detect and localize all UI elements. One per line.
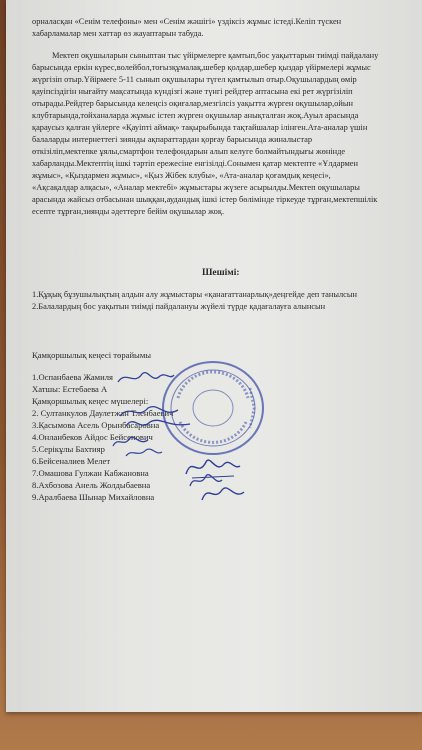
paragraph2-line: отырады.Рейдтер барысында келеңсіз оқиғалар,мезгілсіз уақытта жүрген оқушылар,ойын — [32, 99, 353, 108]
signature-line: 6.Бейсеналиев Мелет — [32, 456, 111, 466]
signature-line: 5.Серікұлы Бахтияр — [32, 444, 105, 454]
signature-line: 2. Султанкулов Даулетжан Тленбаевич — [32, 408, 174, 418]
signature-scribble — [124, 446, 164, 460]
signature-scribble — [116, 366, 176, 388]
signature-scribble — [124, 414, 194, 434]
council-chair-label: Қамқоршылық кеңесі төрайымы — [32, 350, 152, 360]
paragraph2-line: барысында еркін күрес,волейбол,тоғызқұмалақ,шебер қолдар,шебер қыздар үйірмелері жұмыс — [32, 63, 371, 72]
paragraph2-line: хабарланды.Мектептің ішкі тәртіп ережесіне енгізілді.Сонымен қатар мектепте «Ұлдармен — [32, 159, 359, 168]
signature-line: 3.Қасымова Асель Орынбасаровна — [32, 420, 160, 430]
paragraph2-line: арасында жайсыз отбасынан шыққан,аудандық ішкі істер бөлімінде тіркеуде тұрған,мектепшілік — [32, 195, 378, 204]
signature-line: 1.Оспанбаева Жамиля — [32, 372, 113, 382]
decision-item: 1.Құқық бұзушылықтың алдын алу жұмыстары «қанағаттанарлық»деңгейде деп танылсын — [32, 290, 357, 299]
signature-scribble — [198, 482, 248, 504]
signature-line: 9.Аралбаева Шынар Михайловна — [32, 492, 155, 502]
paragraph2-line: клубтарында,тойханаларда жұмыс істеп жүрген оқушылар анықталған жоқ.Ауыл арасында — [32, 111, 359, 120]
paragraph2-line: қауіпсіздігін нығайту мақсатында күндізгі және түнгі рейдтер аптасына екі рет жүргізіліп — [32, 87, 353, 96]
paragraph2-line: Мектеп оқушыларын сыныптан тыс үйірмелерге қамтып,бос уақыттарын тиімді пайдалану — [52, 51, 379, 60]
paragraph1-line: орналасқан «Сенім телефоны» мен «Сенім жәшігі» үздіксіз жұмыс істеді.Келіп түскен — [32, 17, 342, 26]
signature-line: Хатшы: Естебаева А — [32, 384, 108, 394]
decision-item: 2.Балалардың бос уақытын тиімді пайдалануы жүйелі түрде қадағалауға алынсын — [32, 302, 326, 311]
paragraph2-line: «Ақсақалдар алқасы», «Аналар мектебі» жұмыстары жүзеге асырылды.Мектеп оқушылары — [32, 183, 360, 192]
paragraph2-line: балаларды интернеттегі зиянды ақпараттардан қорғау барысында жиналыстар — [32, 135, 313, 144]
signature-line: Қамқоршылық кеңес мүшелері: — [32, 396, 149, 406]
document-page — [6, 0, 422, 712]
paragraph1-line: хабарламалар мен хаттар өз жауаптарын табуда. — [32, 29, 204, 38]
signature-line: 7.Омашова Гулжан Кабжановна — [32, 468, 149, 478]
decision-heading: Шешімі: — [202, 268, 240, 278]
paragraph2-line: есепте тұрған,зиянды әдеттерге бейім оқушылар жоқ. — [32, 207, 225, 216]
paragraph2-line: жұмыс», «Қыздармен жұмыс», «Қыз Жібек клубы», «Ата-аналар қоғамдық кеңесі», — [32, 171, 331, 180]
paragraph2-line: жүргізіп отыр.Үйірмеге 5-11 сынып оқушылары түгел қамтылып отыр.Оқушылардың өмір — [32, 75, 357, 84]
paragraph2-line: өткізіліп,мектепке ұялы,смартфон телефондарын алып келуге болмайтындығы жөнінде — [32, 147, 346, 156]
paragraph2-line: қараусыз қалған үйлерге «Қауіпті аймақ» тақырыбында тақтайшалар ілінген.Ата-аналар үшін — [32, 123, 368, 132]
signature-line: 8.Ахбозова Анель Жолдыбаевна — [32, 480, 151, 490]
signature-line: 4.Онланбеков Айдос Бейсенович — [32, 432, 153, 442]
